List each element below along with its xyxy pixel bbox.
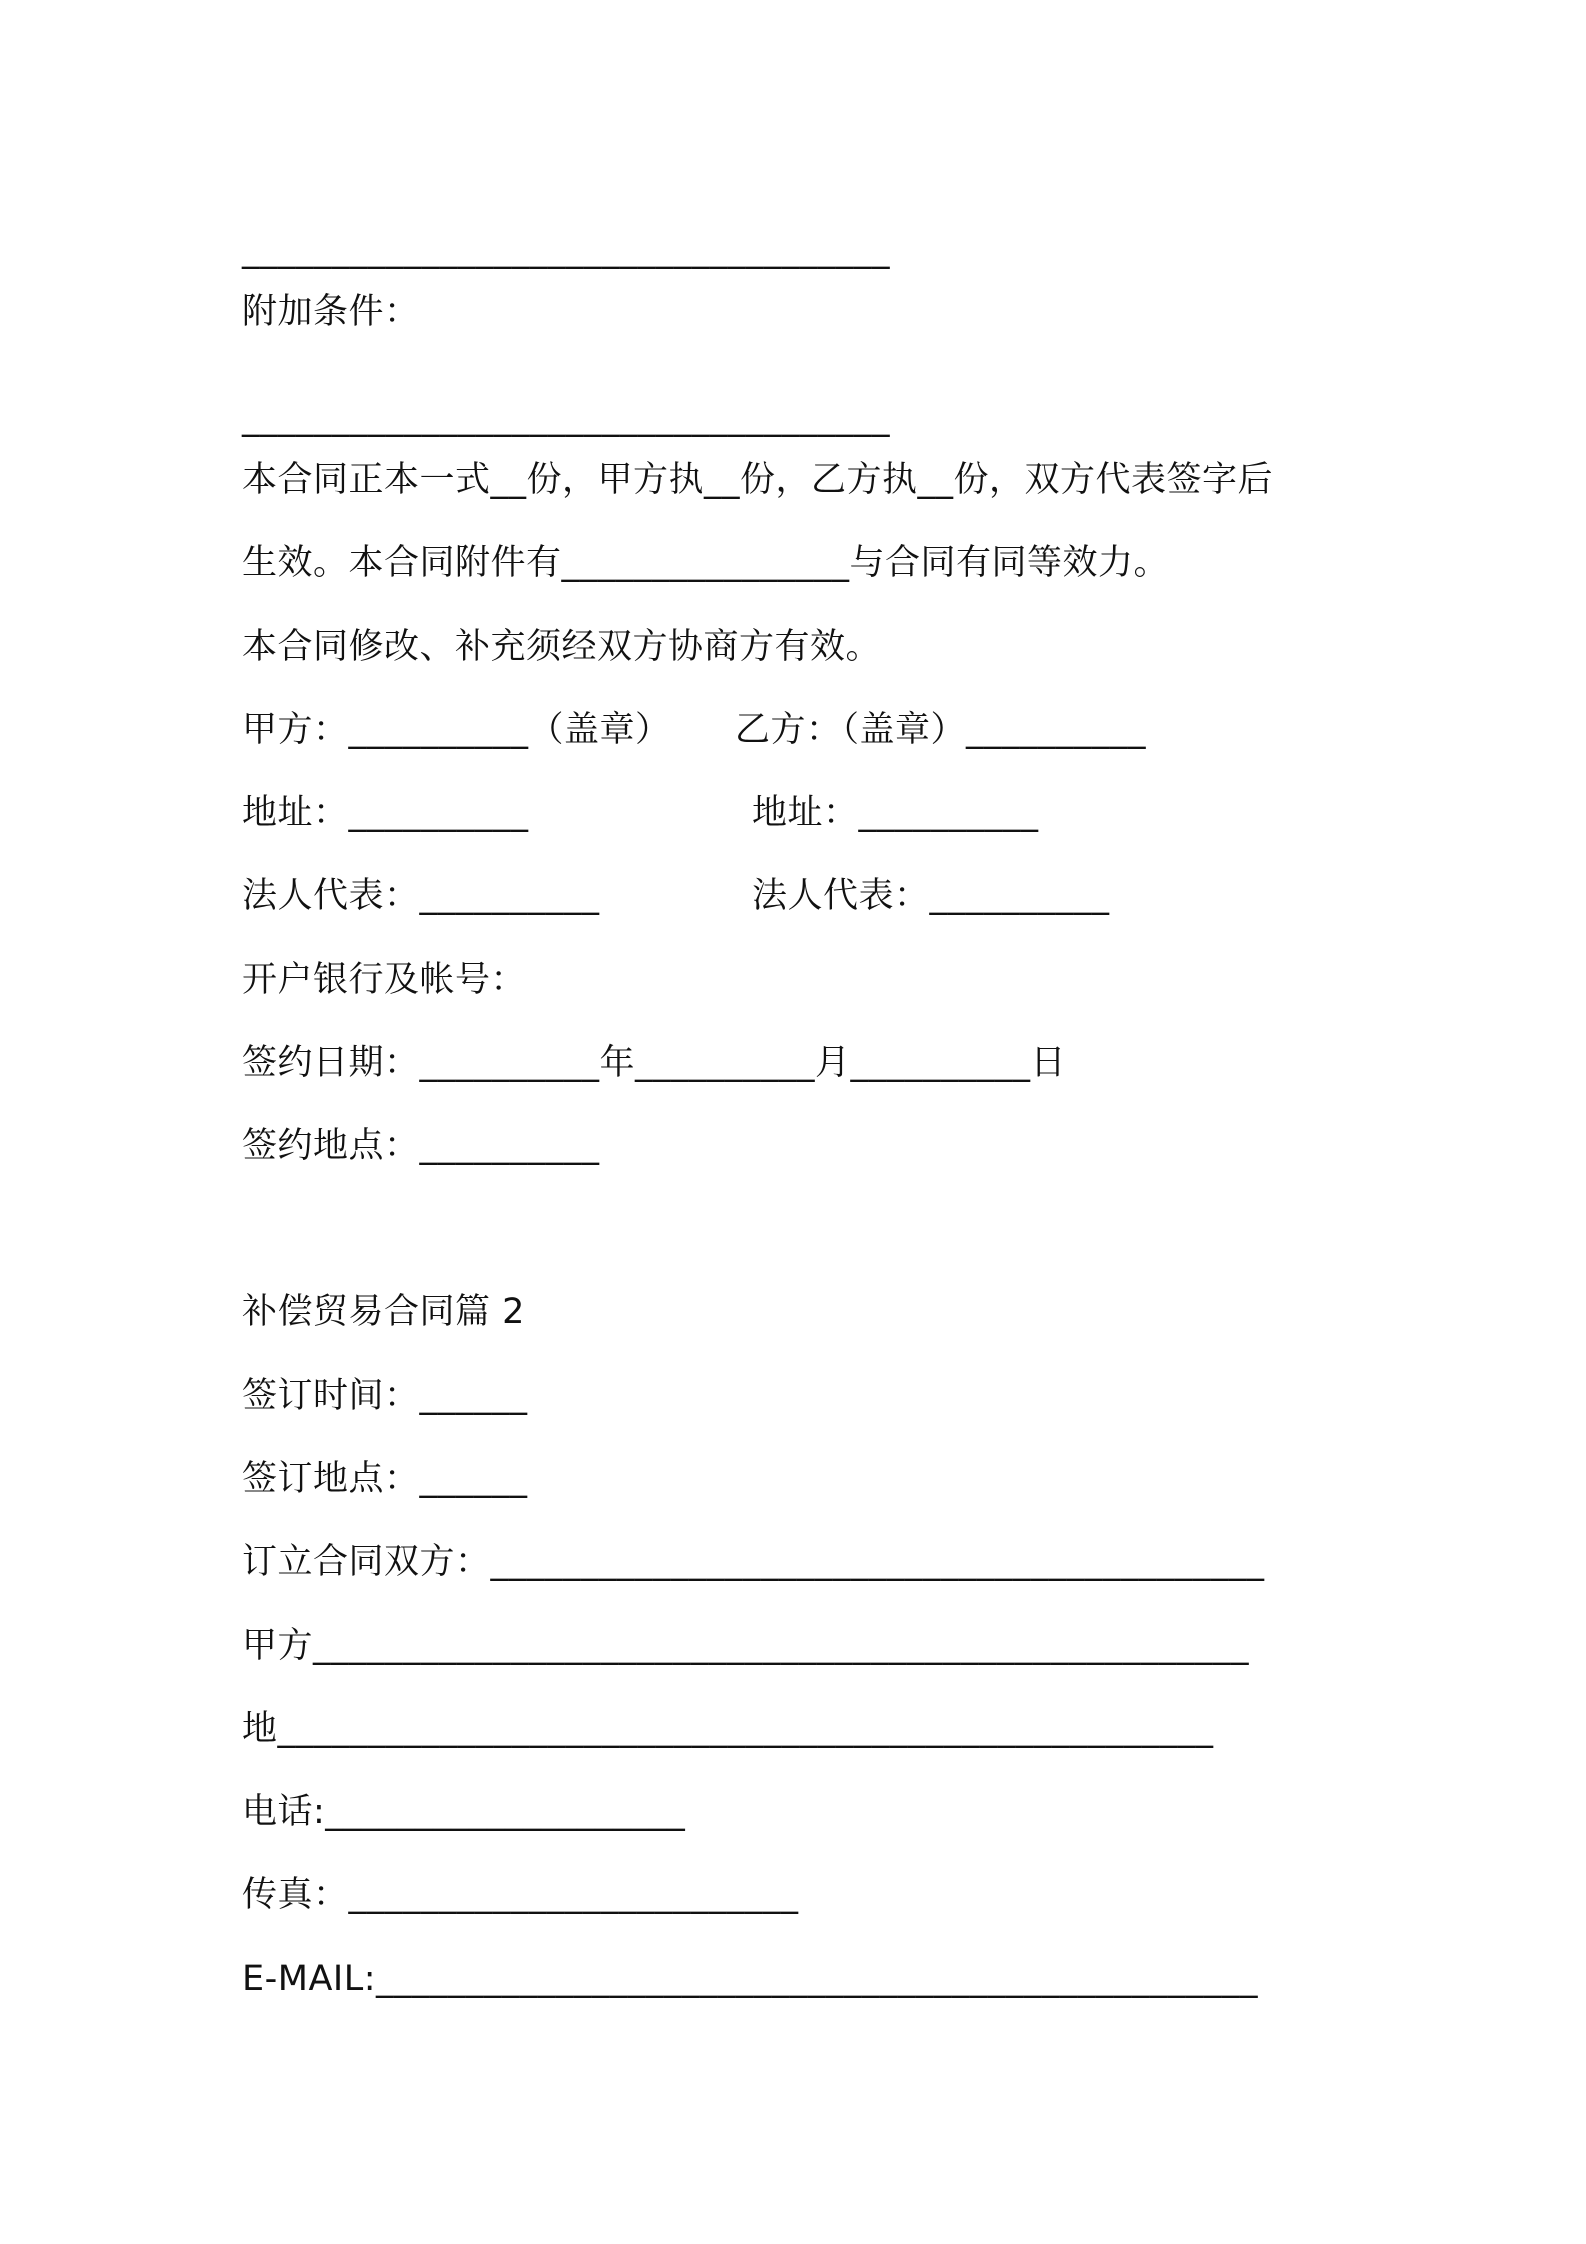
bank-account-label: 开户银行及帐号： xyxy=(242,960,527,1000)
phone: 电话:____________________ xyxy=(242,1792,686,1832)
signing-date: 签约日期：__________年__________月__________日 xyxy=(242,1043,1067,1083)
signed-time: 签订时间：______ xyxy=(242,1376,528,1416)
party-a: 甲方____________________________________________________ xyxy=(242,1626,1250,1666)
section-title: 补偿贸易合同篇 2 xyxy=(242,1292,525,1332)
address-short: 地____________________________________________________ xyxy=(242,1709,1214,1749)
fax: 传真：_________________________ xyxy=(242,1875,799,1915)
party-a-seal: 甲方：__________（盖章） xyxy=(242,710,671,750)
amendment-clause: 本合同修改、补充须经双方协商方有效。 xyxy=(242,627,882,667)
signing-place: 签约地点：__________ xyxy=(242,1126,600,1166)
address-b: 地址：__________ xyxy=(752,793,1039,833)
additional-conditions-label: 附加条件： xyxy=(242,292,420,332)
copies-clause-line1: 本合同正本一式__份，甲方执__份，乙方执__份，双方代表签字后 xyxy=(242,460,1274,500)
email: E-MAIL:_________________________________________________ xyxy=(242,1959,1258,1999)
party-b-seal: 乙方：（盖章）__________ xyxy=(735,710,1147,750)
blank-rule-top: ____________________________________ xyxy=(242,230,890,270)
signed-place: 签订地点：______ xyxy=(242,1459,528,1499)
blank-rule-conditions: ____________________________________ xyxy=(242,398,890,438)
contracting-parties: 订立合同双方：___________________________________________ xyxy=(242,1542,1265,1582)
copies-clause-line2: 生效。本合同附件有________________与合同有同等效力。 xyxy=(242,543,1170,583)
legal-rep-b: 法人代表：__________ xyxy=(752,876,1110,916)
address-a: 地址：__________ xyxy=(242,793,529,833)
legal-rep-a: 法人代表：__________ xyxy=(242,876,600,916)
